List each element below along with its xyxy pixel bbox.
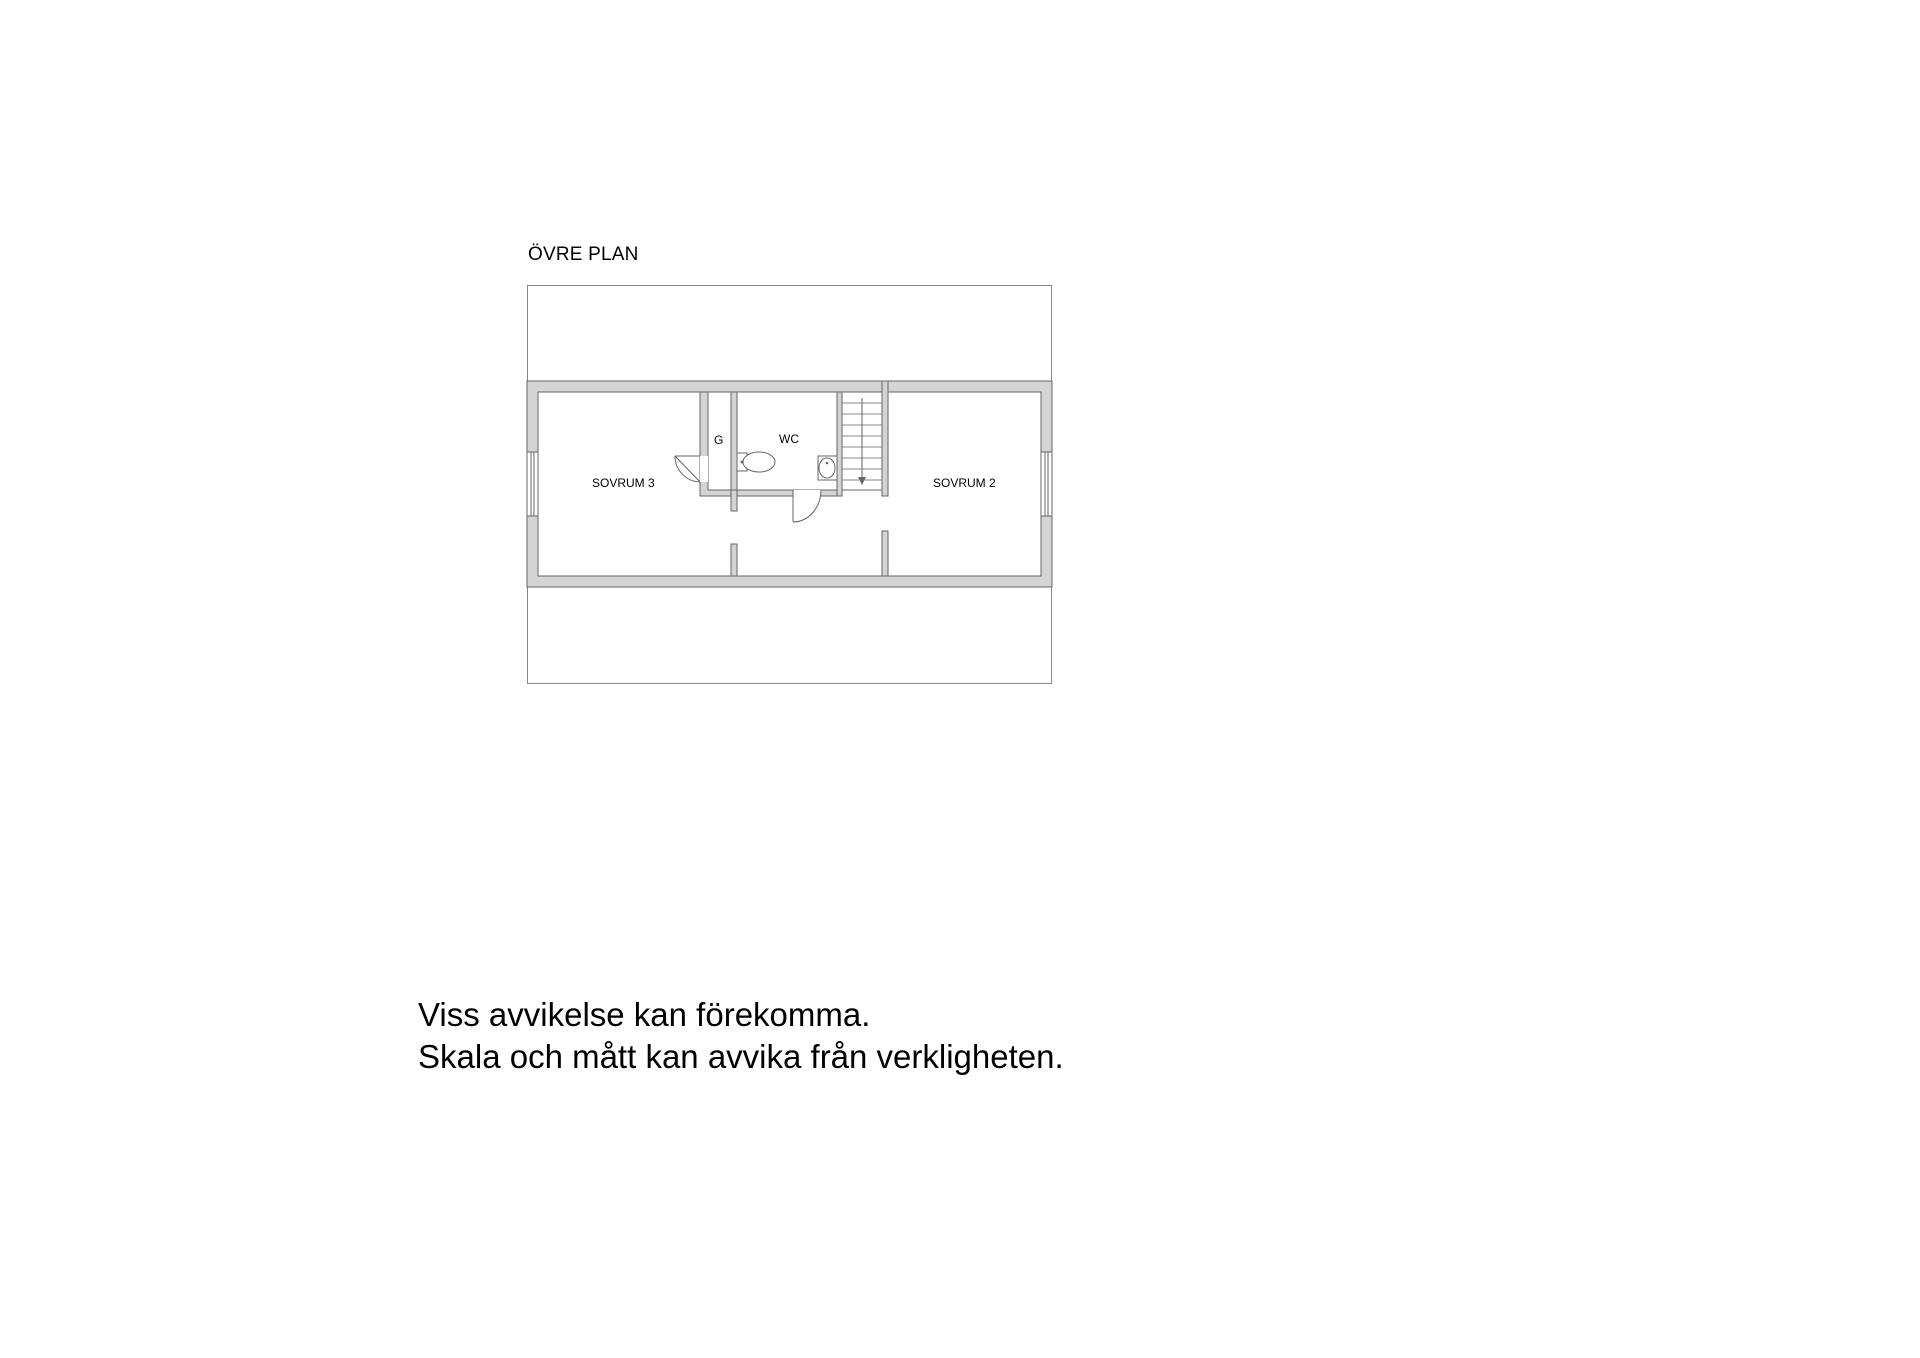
- disclaimer-line-2: Skala och mått kan avvika från verkligheten.: [418, 1038, 1064, 1075]
- room-label-wc: WC: [779, 432, 799, 446]
- room-label-sovrum-2: SOVRUM 2: [933, 476, 996, 490]
- partition-wall-left: [731, 544, 737, 576]
- room-label-sovrum-3: SOVRUM 3: [592, 476, 655, 490]
- closet-wall-stub: [731, 490, 737, 511]
- partition-wall-right: [882, 531, 888, 576]
- plan-title: ÖVRE PLAN: [528, 244, 639, 265]
- closet-door-opening: [700, 456, 708, 482]
- stair-wall-left: [837, 392, 842, 496]
- toilet-icon: [737, 452, 775, 472]
- wc-door-opening: [793, 490, 821, 497]
- window-right: [1041, 452, 1052, 516]
- sink-icon: [818, 456, 837, 480]
- window-left: [527, 452, 538, 516]
- stair-wall-right: [882, 381, 888, 496]
- room-label-closet: G: [714, 433, 724, 447]
- disclaimer-line-1: Viss avvikelse kan förekomma.: [418, 996, 871, 1033]
